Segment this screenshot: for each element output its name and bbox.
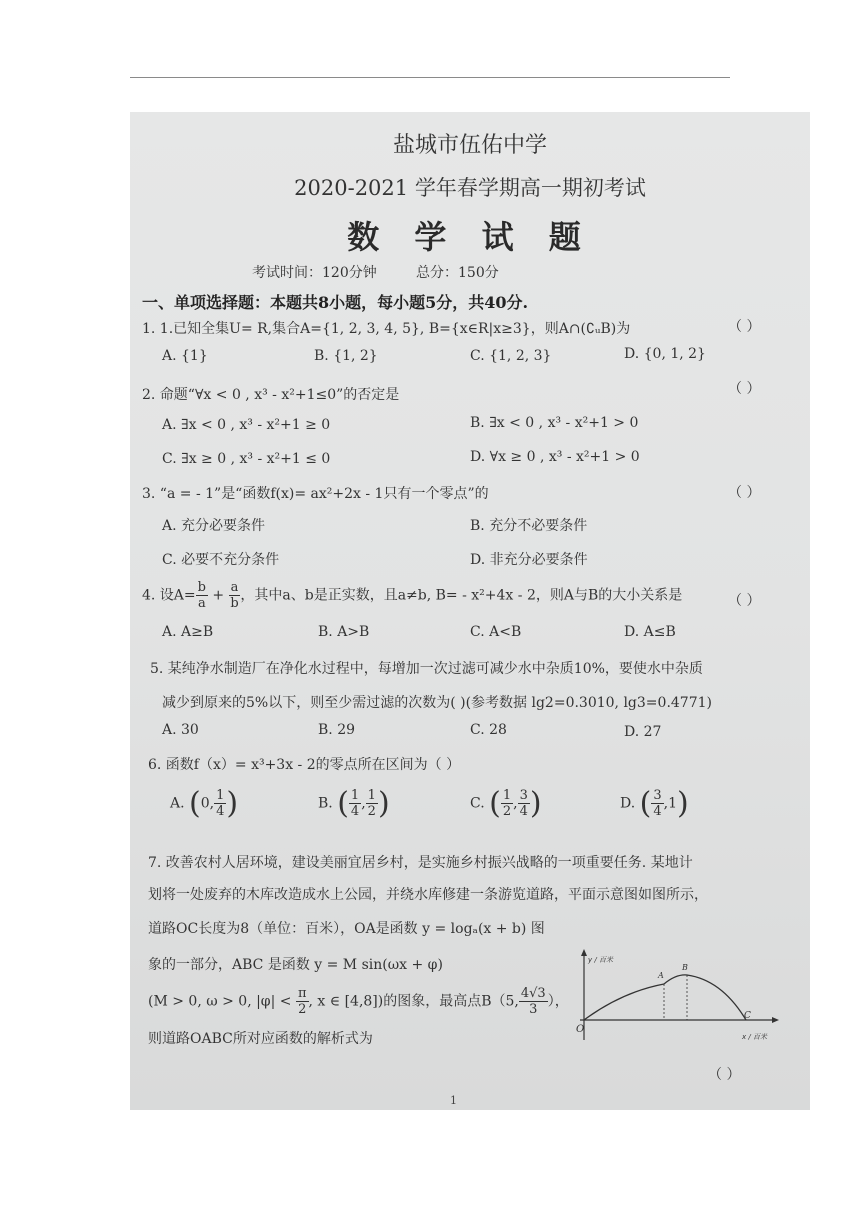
road-diagram-svg <box>572 944 782 1044</box>
y-axis-label: y / 百米 <box>588 956 613 964</box>
q6-b-num1: 1 <box>350 788 360 803</box>
q7-line3: 道路OC长度为8（单位：百米），OA是函数 y = logₐ(x + b) 图 <box>148 921 545 937</box>
q7-line5-a: (M > 0, ω > 0, |φ| < <box>148 993 292 1010</box>
q4-option-c: C. A<B <box>470 624 522 640</box>
q2-option-b: B. ∃x < 0 , x³ - x²+1 > 0 <box>470 415 639 431</box>
q6-a-den: 4 <box>216 804 225 819</box>
q7-line5-c: ）， <box>547 993 569 1010</box>
q6-d-frac <box>651 788 663 819</box>
y-axis-arrow <box>581 949 587 956</box>
q1-option-d: D. {0, 1, 2} <box>624 346 706 362</box>
curve-abc <box>664 975 746 1020</box>
point-a-label: A <box>658 971 664 980</box>
q3-option-b: B. 充分不必要条件 <box>470 518 588 534</box>
q5-option-c: C. 28 <box>470 722 507 738</box>
q6-a-num: 1 <box>216 788 225 803</box>
q4-tail: ，其中a、b是正实数，且a≠b, B= - x²+4x - 2，则A与B的大小关系是 <box>240 587 683 604</box>
q6-stem: 6. 函数f（x）= x³+3x - 2的零点所在区间为（ ） <box>148 757 461 773</box>
q2-stem: 2. 命题“∀x < 0 , x³ - x²+1≤0”的否定是 <box>142 387 400 403</box>
q7-4sqrt3: 4√3 <box>520 986 546 1001</box>
q7-line1: 7. 改善农村人居环境，建设美丽宜居乡村，是实施乡村振兴战略的一项重要任务. 某地计 <box>148 855 693 871</box>
q7-line5-b: , x ∈ [4,8])的图象，最高点B（5, <box>308 993 519 1010</box>
q4-option-d: D. A≤B <box>624 624 676 640</box>
q7-line6: 则道路OABC所对应函数的解析式为 <box>148 1031 373 1047</box>
q4-option-a: A. A≥B <box>162 624 214 640</box>
page-number: 1 <box>450 1094 457 1107</box>
q7-two: 2 <box>298 1002 307 1017</box>
q4-stem: 4. 设A= $\frac{b}{a}$ + $\frac{a}{b}$ ，其中a、b是正实数，且a≠b, B= - x²+4x - 2，则A与B的大小关系是 <box>142 580 683 611</box>
q4-fraction-a-over-b <box>229 580 241 611</box>
q4-fraction-b-over-a <box>196 580 208 611</box>
q4-frac-num-b: b <box>197 580 206 595</box>
q5-option-b: B. 29 <box>318 722 356 738</box>
q1-answer-paren: （ ） <box>728 319 761 335</box>
q6-option-d-label: D. <box>620 795 636 812</box>
q6-option-c: C. ( $\frac{1}{2}$ , $\frac{3}{4}$ ) <box>470 786 542 821</box>
q6-c-num2: 3 <box>519 788 528 803</box>
q6-d-num: 3 <box>653 788 662 803</box>
q6-option-b: B. ( $\frac{1}{4}$ , $\frac{1}{2}$ ) <box>318 786 390 821</box>
x-axis-label: x / 百米 <box>742 1033 767 1041</box>
q4-option-b: B. A>B <box>318 624 370 640</box>
q6-option-c-label: C. <box>470 795 485 812</box>
q6-a-comma: , <box>209 795 215 812</box>
q6-b-den1: 4 <box>350 804 360 819</box>
q7-4sqrt3-over-3 <box>519 986 548 1017</box>
top-rule <box>130 77 730 78</box>
q6-c-frac1 <box>501 788 513 819</box>
q7-line4: 象的一部分，ABC 是函数 y = M sin(ωx + φ) <box>148 957 443 973</box>
q5-line2: 减少到原来的5%以下，则至少需过滤的次数为( )(参考数据 lg2=0.3010, lg3=0.4771) <box>162 695 712 711</box>
q6-option-a-label: A. <box>170 795 185 812</box>
point-o-label: O <box>576 1024 585 1035</box>
q2-option-c: C. ∃x ≥ 0 , x³ - x²+1 ≤ 0 <box>162 451 331 467</box>
q5-option-d: D. 27 <box>624 724 662 740</box>
q4-frac-num-a: a <box>230 580 239 595</box>
point-c-label: C <box>744 1011 751 1021</box>
curve-oa <box>584 984 664 1020</box>
q6-d-den: 4 <box>653 804 662 819</box>
q7-line5 <box>148 986 569 1017</box>
q6-c-num1: 1 <box>502 788 512 803</box>
q6-option-d: D. ( $\frac{3}{4}$ ,1) <box>620 786 689 821</box>
q6-d-comma: , <box>663 795 669 812</box>
q4-frac-den-a: a <box>197 596 206 611</box>
q6-c-den2: 4 <box>519 804 528 819</box>
q6-b-comma: , <box>361 795 366 812</box>
q1-stem: 1. 1.已知全集U= R,集合A={1, 2, 3, 4, 5}, B={x∈R|x≥3}，则A∩(∁ᵤB)为 <box>142 321 631 337</box>
exam-time: 考试时间：120分钟 <box>252 265 377 281</box>
q6-c-frac2 <box>518 788 530 819</box>
q2-answer-paren: （ ） <box>728 381 761 397</box>
q1-option-a: A. {1} <box>162 348 208 364</box>
q5-line1: 5. 某纯净水制造厂在净化水过程中，每增加一次过滤可减少水中杂质10%，要使水中杂质 <box>150 661 703 677</box>
q4-answer-paren: （ ） <box>728 593 761 609</box>
q4-lead: 4. 设A= <box>142 587 196 604</box>
q2-option-d: D. ∀x ≥ 0 , x³ - x²+1 > 0 <box>470 449 640 465</box>
q6-a-frac <box>214 788 226 819</box>
q6-b-den2: 2 <box>367 804 376 819</box>
subject-title: 数 学 试 题 <box>347 218 593 256</box>
q3-answer-paren: （ ） <box>728 485 761 501</box>
q6-option-b-label: B. <box>318 795 333 812</box>
q3-stem: 3. “a = - 1”是“函数f(x)= ax²+2x - 1只有一个零点”的 <box>142 486 489 502</box>
q7-line2: 划将一处废弃的木库改造成水上公园，并绕水库修建一条游览道路，平面示意图如图所示， <box>148 887 708 903</box>
q6-d-right: 1 <box>668 795 678 812</box>
q3-option-a: A. 充分必要条件 <box>162 518 266 534</box>
q6-b-frac2 <box>366 788 378 819</box>
q3-option-c: C. 必要不充分条件 <box>162 552 280 568</box>
q6-option-a: A. (0, $\frac{1}{4}$ ) <box>170 786 239 821</box>
q1-option-c: C. {1, 2, 3} <box>470 348 552 364</box>
exam-title: 2020-2021 学年春学期高一期初考试 <box>294 176 646 200</box>
q7-answer-paren: （ ） <box>708 1067 741 1083</box>
x-axis-arrow <box>772 1017 779 1023</box>
q7-three: 3 <box>529 1002 538 1017</box>
q6-a-left: 0 <box>200 795 210 812</box>
q7-pi-over-2 <box>296 986 309 1017</box>
exam-paper <box>130 112 810 1110</box>
section-heading: 一、单项选择题：本题共8小题，每小题5分，共40分. <box>142 293 529 312</box>
q6-c-comma: , <box>513 795 518 812</box>
q6-c-den1: 2 <box>502 804 512 819</box>
point-b-label: B <box>682 963 688 972</box>
road-diagram <box>572 944 782 1044</box>
q4-frac-den-b: b <box>230 596 239 611</box>
total-score: 总分：150分 <box>416 265 499 281</box>
q6-b-num2: 1 <box>367 788 376 803</box>
q1-option-b: B. {1, 2} <box>314 348 378 364</box>
school-name: 盐城市伍佑中学 <box>392 133 547 158</box>
q6-b-frac1 <box>349 788 361 819</box>
q7-pi: π <box>297 986 307 1001</box>
q3-option-d: D. 非充分必要条件 <box>470 552 588 568</box>
q5-option-a: A. 30 <box>162 722 199 738</box>
q2-option-a: A. ∃x < 0 , x³ - x²+1 ≥ 0 <box>162 417 331 433</box>
